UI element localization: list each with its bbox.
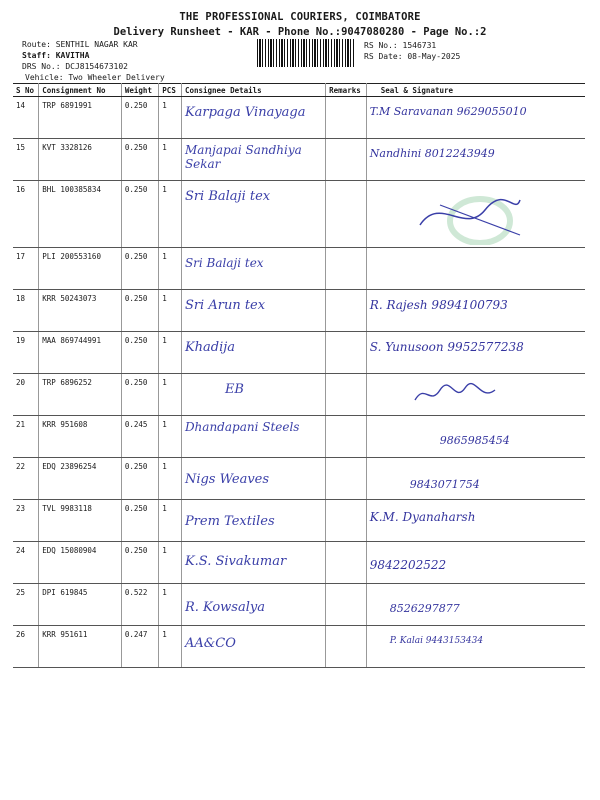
table-row — [13, 290, 585, 332]
cell-weight: 0.250 — [121, 248, 158, 290]
cell-consignment: TVL 9983118 — [39, 500, 122, 542]
cell-consignee — [181, 458, 325, 500]
consignee-handwriting: Sri Balaji tex — [184, 256, 264, 270]
cell-consignee — [181, 584, 325, 626]
col-pcs: PCS — [159, 84, 182, 97]
barcode-icon — [257, 39, 355, 67]
consignee-handwriting: Sri Balaji tex — [184, 189, 271, 204]
cell-consignee — [181, 416, 325, 458]
cell-signature — [366, 584, 585, 626]
cell-pcs: 1 — [159, 248, 182, 290]
cell-remarks — [326, 97, 367, 139]
cell-consignment: EDQ 15080904 — [39, 542, 122, 584]
cell-consignment: KRR 951611 — [39, 626, 122, 668]
cell-signature — [366, 542, 585, 584]
consignee-handwriting: R. Kowsalya — [184, 600, 265, 615]
runsheet-subtitle: Delivery Runsheet - KAR - Phone No.:9047080280 - Page No.:2 — [113, 26, 487, 38]
cell-consignee — [181, 626, 325, 668]
signature: Nandhini 8012243949 — [369, 147, 495, 160]
cell-sno: 15 — [13, 139, 39, 181]
col-remarks: Remarks — [326, 84, 367, 97]
cell-pcs: 1 — [159, 290, 182, 332]
cell-pcs: 1 — [159, 584, 182, 626]
signature: P. Kalai 9443153434 — [389, 636, 484, 646]
cell-weight: 0.250 — [121, 97, 158, 139]
cell-remarks — [326, 416, 367, 458]
cell-weight: 0.250 — [121, 374, 158, 416]
table-row — [13, 181, 585, 248]
cell-signature — [366, 290, 585, 332]
cell-consignment: MAA 869744991 — [39, 332, 122, 374]
table-row — [13, 458, 585, 500]
table-row — [13, 97, 585, 139]
cell-consignee — [181, 181, 325, 248]
cell-signature — [366, 181, 585, 248]
table-row — [13, 248, 585, 290]
cell-signature — [366, 139, 585, 181]
cell-sno: 23 — [13, 500, 39, 542]
delivery-table — [13, 83, 585, 668]
signature: T.M Saravanan 9629055010 — [369, 105, 527, 118]
table-row — [13, 332, 585, 374]
cell-sno: 25 — [13, 584, 39, 626]
cell-sno: 16 — [13, 181, 39, 248]
consignee-handwriting: Dhandapani Steels — [184, 420, 300, 434]
cell-signature — [366, 248, 585, 290]
cell-sno: 24 — [13, 542, 39, 584]
rs-number: RS No.: 1546731 — [364, 41, 437, 50]
consignee-handwriting: K.S. Sivakumar — [184, 554, 287, 569]
table-header-row — [13, 84, 585, 97]
cell-pcs: 1 — [159, 416, 182, 458]
consignee-handwriting: Karpaga Vinayaga — [184, 105, 306, 120]
signature: 9842202522 — [369, 558, 447, 572]
table-row — [13, 584, 585, 626]
cell-sno: 14 — [13, 97, 39, 139]
cell-consignment: TRP 6891991 — [39, 97, 122, 139]
consignee-handwriting: EB — [224, 382, 244, 397]
runsheet-meta-right — [364, 40, 460, 62]
consignee-handwriting: Manjapai Sandhiya Sekar — [184, 143, 302, 171]
cell-remarks — [326, 626, 367, 668]
cell-sno: 20 — [13, 374, 39, 416]
cell-pcs: 1 — [159, 374, 182, 416]
consignee-handwriting: Khadija — [184, 340, 236, 355]
cell-pcs: 1 — [159, 542, 182, 584]
cell-weight: 0.250 — [121, 290, 158, 332]
signature: S. Yunusoon 9952577238 — [369, 340, 524, 354]
scribble-signature-icon — [410, 378, 500, 408]
cell-sno: 21 — [13, 416, 39, 458]
cell-sno: 17 — [13, 248, 39, 290]
cell-signature — [366, 332, 585, 374]
cell-sno: 19 — [13, 332, 39, 374]
cell-remarks — [326, 290, 367, 332]
cell-consignee — [181, 248, 325, 290]
cell-consignee — [181, 374, 325, 416]
cell-pcs: 1 — [159, 139, 182, 181]
cell-consignee — [181, 500, 325, 542]
staff-label: Staff: KAVITHA — [22, 51, 90, 60]
cell-consignee — [181, 290, 325, 332]
cell-consignment: KRR 50243073 — [39, 290, 122, 332]
cell-consignment: BHL 100385834 — [39, 181, 122, 248]
col-signature: Seal & Signature — [366, 84, 585, 97]
cell-remarks — [326, 139, 367, 181]
consignee-handwriting: Prem Textiles — [184, 514, 275, 529]
cell-weight: 0.250 — [121, 181, 158, 248]
signature: 9865985454 — [439, 434, 510, 447]
stamp-ring — [450, 199, 510, 243]
company-title: THE PROFESSIONAL COURIERS, COIMBATORE — [179, 11, 421, 23]
cell-signature — [366, 97, 585, 139]
cell-pcs: 1 — [159, 181, 182, 248]
cell-weight: 0.250 — [121, 332, 158, 374]
col-consignee: Consignee Details — [181, 84, 325, 97]
table-row — [13, 416, 585, 458]
cell-consignee — [181, 332, 325, 374]
signature: K.M. Dyanaharsh — [369, 510, 476, 524]
vehicle-label: Vehicle: Two Wheeler Delivery — [25, 73, 165, 82]
cell-pcs: 1 — [159, 97, 182, 139]
cell-weight: 0.250 — [121, 139, 158, 181]
cell-weight: 0.250 — [121, 458, 158, 500]
cell-remarks — [326, 248, 367, 290]
cell-remarks — [326, 584, 367, 626]
cell-consignment: PLI 200553160 — [39, 248, 122, 290]
cell-pcs: 1 — [159, 332, 182, 374]
cell-weight: 0.247 — [121, 626, 158, 668]
cell-signature — [366, 500, 585, 542]
cell-remarks — [326, 332, 367, 374]
cell-sno: 26 — [13, 626, 39, 668]
table-row — [13, 500, 585, 542]
cell-sno: 22 — [13, 458, 39, 500]
cell-consignee — [181, 97, 325, 139]
signature: 8526297877 — [389, 602, 460, 615]
consignee-handwriting: Sri Arun tex — [184, 298, 266, 313]
cell-weight: 0.250 — [121, 500, 158, 542]
cell-signature — [366, 374, 585, 416]
cell-consignment: KRR 951608 — [39, 416, 122, 458]
col-weight: Weight — [121, 84, 158, 97]
shared-signature-icon — [410, 185, 530, 245]
cell-consignment: TRP 6896252 — [39, 374, 122, 416]
consignee-handwriting: Nigs Weaves — [184, 472, 270, 487]
cell-remarks — [326, 181, 367, 248]
cell-remarks — [326, 500, 367, 542]
cell-sno: 18 — [13, 290, 39, 332]
signature: R. Rajesh 9894100793 — [369, 298, 508, 312]
cell-weight: 0.245 — [121, 416, 158, 458]
rs-date: RS Date: 08-May-2025 — [364, 52, 461, 61]
signature: 9843071754 — [409, 478, 480, 491]
cell-remarks — [326, 374, 367, 416]
drs-number: DRS No.: DCJ8154673102 — [22, 62, 128, 71]
table-row — [13, 542, 585, 584]
cell-pcs: 1 — [159, 458, 182, 500]
cell-signature — [366, 626, 585, 668]
cell-weight: 0.250 — [121, 542, 158, 584]
cell-consignment: DPI 619845 — [39, 584, 122, 626]
cell-remarks — [326, 458, 367, 500]
cell-consignment: KVT 3328126 — [39, 139, 122, 181]
cell-pcs: 1 — [159, 626, 182, 668]
table-row — [13, 626, 585, 668]
table-row — [13, 374, 585, 416]
col-consignment: Consignment No — [39, 84, 122, 97]
route-label: Route: SENTHIL NAGAR KAR — [22, 40, 138, 49]
cell-consignee — [181, 139, 325, 181]
cell-pcs: 1 — [159, 500, 182, 542]
runsheet-meta-left — [22, 39, 165, 83]
cell-consignment: EDQ 23896254 — [39, 458, 122, 500]
consignee-handwriting: AA&CO — [184, 636, 236, 651]
cell-signature — [366, 458, 585, 500]
table-row — [13, 139, 585, 181]
col-sno: S No — [13, 84, 39, 97]
signature-stroke — [415, 384, 495, 400]
cell-weight: 0.522 — [121, 584, 158, 626]
cell-consignee — [181, 542, 325, 584]
cell-signature — [366, 416, 585, 458]
cell-remarks — [326, 542, 367, 584]
